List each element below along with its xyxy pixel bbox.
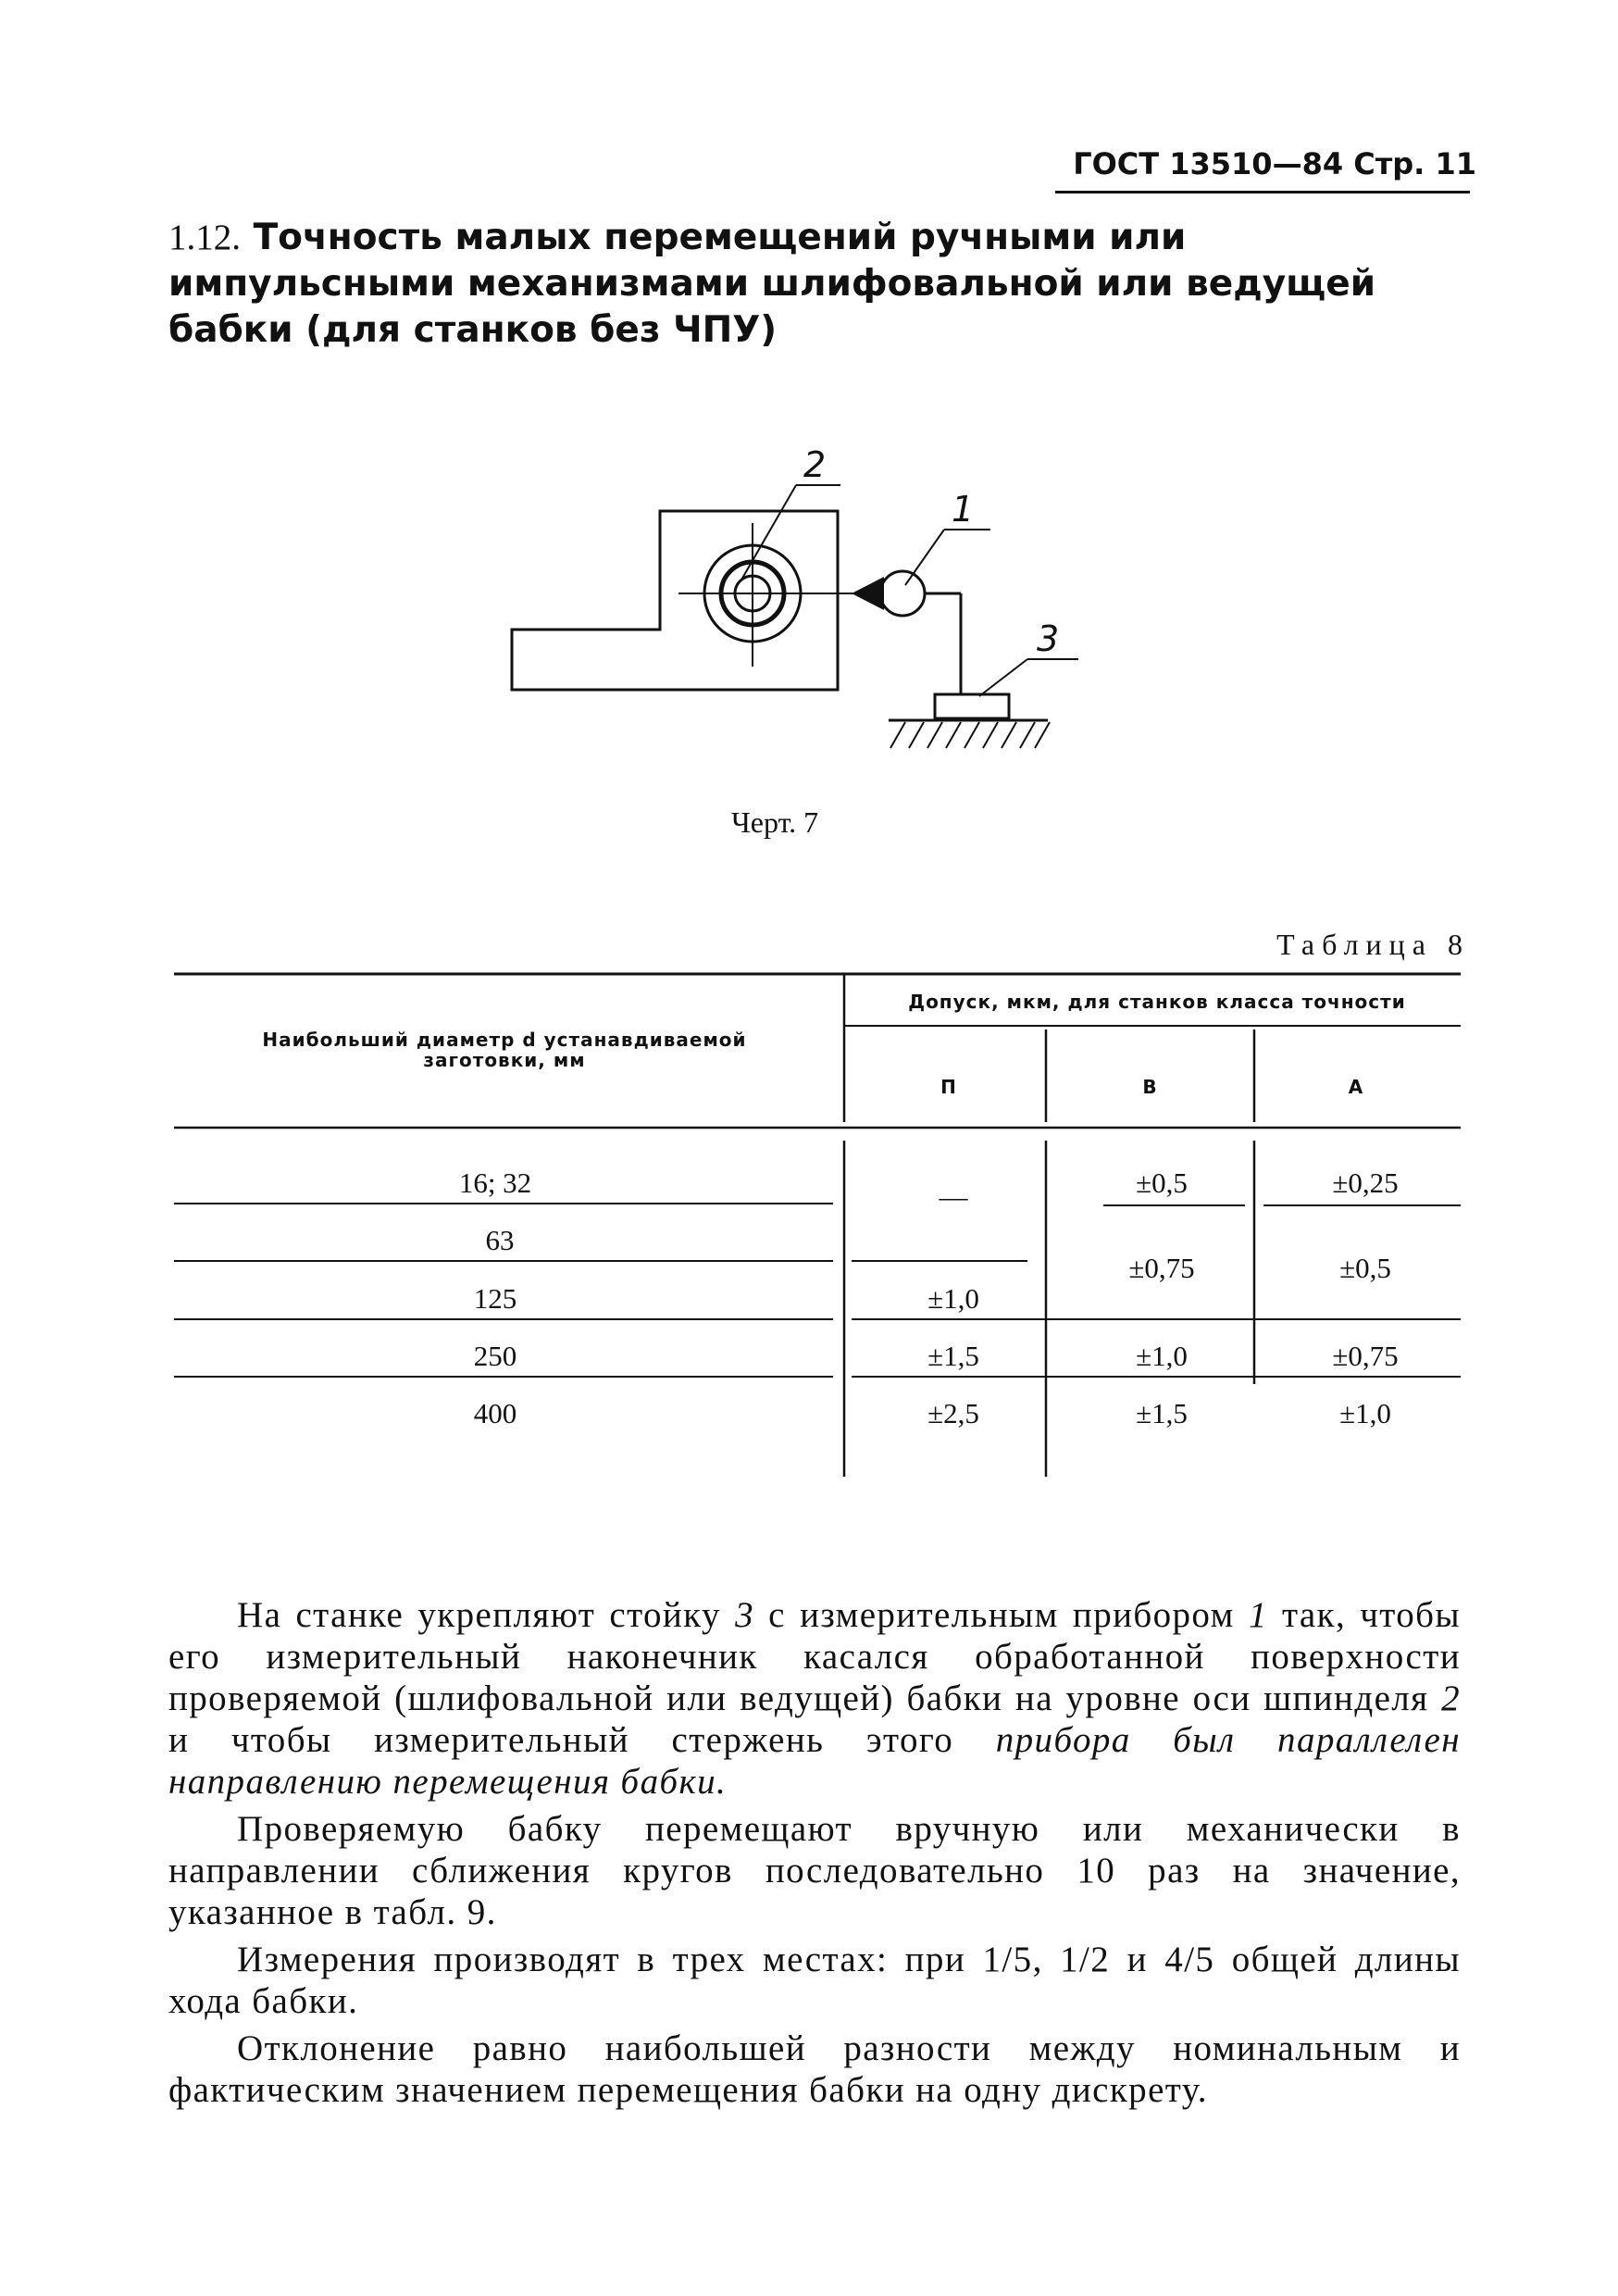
stand-base bbox=[935, 694, 1009, 718]
label-2: 2 bbox=[803, 444, 827, 485]
section-title bbox=[168, 215, 1464, 354]
table-cell-diameter: 250 bbox=[473, 1340, 517, 1372]
table-cell-p: — bbox=[939, 1180, 968, 1213]
text-run: , bbox=[1032, 1940, 1061, 1979]
text-run: 1 bbox=[1248, 1595, 1268, 1635]
table-header-tolerance: Допуск, мкм, для станков класса точности bbox=[908, 991, 1406, 1013]
fraction: 4/5 bbox=[1164, 1940, 1215, 1979]
table-header-class-p: П bbox=[940, 1076, 957, 1098]
paragraph-4: Отклонение равно наибольшей разности между номинальным и фактическим значением перемещения бабки на одну дискрету. bbox=[168, 2028, 1461, 2110]
table-cell-diameter: 125 bbox=[473, 1282, 517, 1315]
table-cell-b: ±0,5 bbox=[1136, 1167, 1188, 1199]
table-cell-diameter: 400 bbox=[473, 1397, 517, 1429]
table-cell-b: ±1,5 bbox=[1136, 1397, 1188, 1429]
table-cell-a: ±1,0 bbox=[1339, 1397, 1391, 1429]
indicator-tip bbox=[852, 577, 884, 610]
table-cell-a: ±0,5 bbox=[1339, 1252, 1391, 1284]
page-header: ГОСТ 13510—84 Стр. 11 bbox=[1073, 146, 1476, 181]
section-number: 1.12. bbox=[168, 218, 241, 257]
label-3: 3 bbox=[1037, 618, 1060, 659]
paragraph-2: Проверяемую бабку перемещают вручную или механически в направлении сближения кругов последовательно 10 раз на значение, указанное в табл. 9. bbox=[168, 1809, 1461, 1932]
fraction: 1/2 bbox=[1060, 1940, 1111, 1979]
text-run: 2 bbox=[1441, 1678, 1461, 1718]
text-run: и чтобы измерительный стержень этого bbox=[168, 1720, 996, 1760]
label-1: 1 bbox=[952, 489, 975, 530]
text-run: общей длины хода бабки. bbox=[168, 1940, 1461, 2021]
section-title-text: Точность малых перемещений ручными или импульсными механизмами шлифовальной или ведущей бабки (для станков без ЧПУ) bbox=[168, 217, 1376, 351]
table-header-class-a: А bbox=[1348, 1076, 1364, 1098]
paragraph-1 bbox=[168, 1594, 1461, 1803]
fraction: 1/5 bbox=[982, 1940, 1033, 1979]
table-cell-b: ±0,75 bbox=[1128, 1252, 1195, 1284]
body-text bbox=[168, 1594, 1461, 2115]
table-cell-diameter: 63 bbox=[485, 1224, 515, 1256]
text-run: так, чтобы его измерительный наконечник касался обработанной поверхности проверяемой (шлифовальной или ведущей) бабки на уровне оси шпинделя bbox=[168, 1595, 1461, 1718]
indicator-dial bbox=[880, 571, 925, 616]
table-header-class-b: В bbox=[1142, 1076, 1158, 1098]
figure-caption: Черт. 7 bbox=[731, 805, 819, 839]
table-caption: Таблица 8 bbox=[1276, 928, 1470, 961]
table-cell-a: ±0,25 bbox=[1332, 1167, 1399, 1199]
text-run: и bbox=[1110, 1940, 1165, 1979]
text-run: На станке укрепляют стойку bbox=[237, 1595, 736, 1635]
table-cell-p: ±1,5 bbox=[927, 1340, 979, 1372]
drawing-figure bbox=[463, 435, 1111, 768]
machine-body-outline bbox=[512, 511, 838, 690]
text-run: с измерительным прибором bbox=[753, 1595, 1249, 1635]
text-run: 3 bbox=[735, 1595, 754, 1635]
paragraph-3 bbox=[168, 1939, 1461, 2022]
table-cell-diameter: 16; 32 bbox=[458, 1167, 532, 1199]
text-run: Измерения производят в трех местах: при bbox=[237, 1940, 983, 1979]
table-cell-p: ±2,5 bbox=[927, 1397, 979, 1429]
table-header-diameter: Наибольший диаметр d устанавдиваемой заготовки, мм bbox=[262, 1029, 747, 1071]
table-cell-p: ±1,0 bbox=[927, 1282, 979, 1315]
table-cell-a: ±0,75 bbox=[1332, 1340, 1399, 1372]
header-rule bbox=[1055, 191, 1470, 193]
text-run: прибора был параллелен направлению перемещения бабки. bbox=[168, 1720, 1461, 1802]
table-cell-b: ±1,0 bbox=[1136, 1340, 1188, 1372]
